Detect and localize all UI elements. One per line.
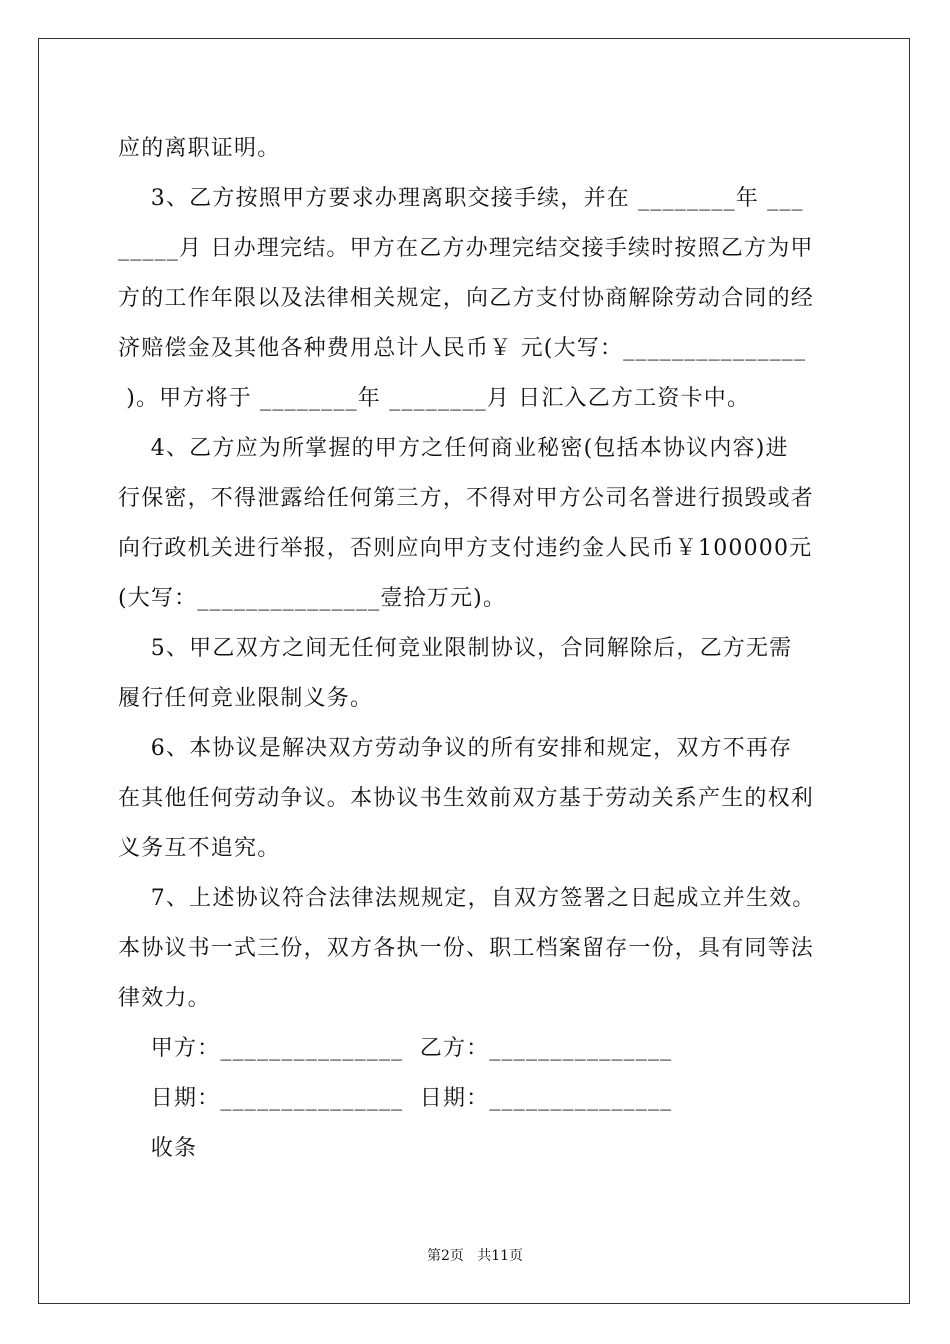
text-line: 本协议书一式三份，双方各执一份、职工档案留存一份，具有同等法 bbox=[118, 936, 815, 961]
text-line: 6、本协议是解决双方劳动争议的所有安排和规定，双方不再存 bbox=[118, 736, 793, 761]
text-line: (大写：_______________壹拾万元)。 bbox=[118, 586, 507, 611]
text-line: 方的工作年限以及法律相关规定，向乙方支付协商解除劳动合同的经 bbox=[118, 286, 815, 311]
section-heading: 收条 bbox=[118, 1136, 198, 1161]
page-number: 第2页 共11页 bbox=[426, 1248, 524, 1264]
text-line: 3、乙方按照甲方要求办理离职交接手续，并在 ________年 ___ bbox=[118, 186, 804, 211]
text-line: 在其他任何劳动争议。本协议书生效前双方基于劳动关系产生的权利 bbox=[118, 786, 815, 811]
text-line: 应的离职证明。 bbox=[118, 136, 281, 161]
text-line: 5、甲乙双方之间无任何竞业限制协议，合同解除后，乙方无需 bbox=[118, 636, 793, 661]
text-line: _____月 日办理完结。甲方在乙方办理完结交接手续时按照乙方为甲 bbox=[118, 236, 814, 261]
signature-party-line: 甲方：_______________ 乙方：_______________ bbox=[118, 1036, 673, 1061]
text-line: 律效力。 bbox=[118, 986, 211, 1011]
text-line: 义务互不追究。 bbox=[118, 836, 281, 861]
text-line: 向行政机关进行举报，否则应向甲方支付违约金人民币￥100000元 bbox=[118, 536, 813, 561]
signature-date-line: 日期：_______________ 日期：_______________ bbox=[118, 1086, 673, 1111]
text-line: )。甲方将于 ________年 ________月 日汇入乙方工资卡中。 bbox=[118, 386, 751, 411]
text-line: 履行任何竞业限制义务。 bbox=[118, 686, 374, 711]
text-line: 7、上述协议符合法律法规规定，自双方签署之日起成立并生效。 bbox=[118, 886, 816, 911]
text-line: 济赔偿金及其他各种费用总计人民币￥ 元(大写：_______________ bbox=[118, 336, 807, 361]
text-line: 行保密，不得泄露给任何第三方，不得对甲方公司名誉进行损毁或者 bbox=[118, 486, 815, 511]
page-border bbox=[38, 38, 910, 1304]
text-line: 4、乙方应为所掌握的甲方之任何商业秘密(包括本协议内容)进 bbox=[118, 436, 789, 461]
